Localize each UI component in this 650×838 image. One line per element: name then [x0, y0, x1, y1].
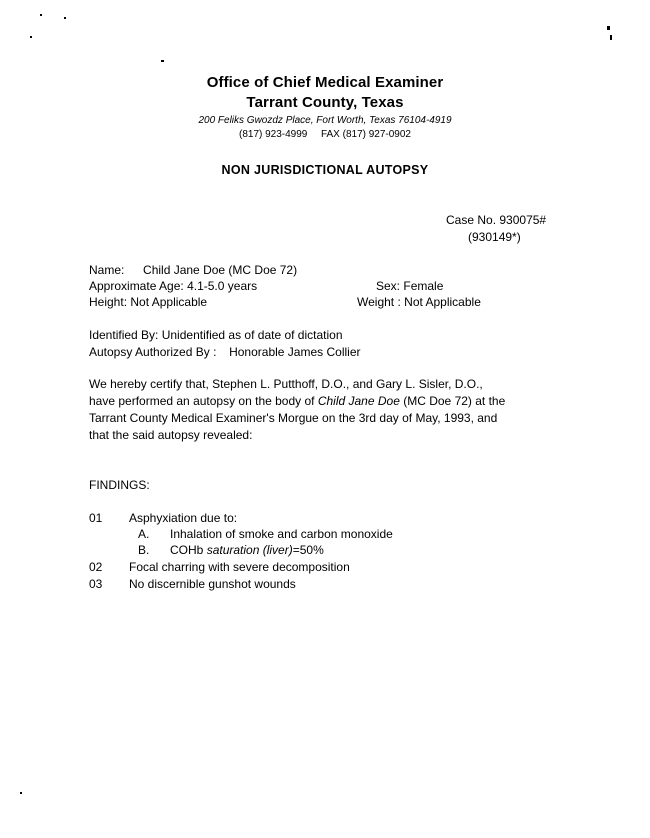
scan-speck	[610, 35, 612, 40]
sex-value: Female	[403, 279, 444, 293]
certification-paragraph	[89, 376, 607, 444]
name-value: Child Jane Doe (MC Doe 72)	[143, 263, 298, 277]
sex-line	[376, 279, 443, 294]
finding-item	[89, 577, 296, 592]
finding-subitem	[138, 543, 324, 558]
office-title: Office of Chief Medical Examiner	[206, 74, 444, 91]
weight-label: Weight :	[357, 295, 401, 309]
county-title: Tarrant County, Texas	[246, 94, 404, 111]
scan-speck	[30, 36, 32, 38]
finding-item	[89, 511, 237, 526]
finding-letter: B.	[138, 543, 150, 557]
finding-text-italic: saturation (liver)	[206, 543, 293, 557]
age-line	[89, 279, 257, 294]
identified-value: Unidentified as of date of dictation	[161, 328, 343, 342]
finding-subitem	[138, 527, 393, 542]
scan-speck	[64, 17, 66, 19]
case-number-line	[446, 213, 546, 228]
case-number: 930075#	[499, 213, 547, 227]
findings-heading: FINDINGS:	[89, 478, 150, 492]
finding-text: =50%	[292, 543, 324, 557]
certification-line: that the said autopsy revealed:	[89, 428, 253, 442]
weight-line	[357, 295, 481, 310]
fax-number: FAX (817) 927-0902	[320, 129, 411, 140]
authorized-value: Honorable James Collier	[229, 345, 361, 359]
sex-label: Sex:	[376, 279, 401, 293]
finding-text: Asphyxiation due to:	[129, 511, 238, 525]
finding-text: Inhalation of smoke and carbon monoxide	[170, 527, 393, 541]
identified-label: Identified By:	[89, 328, 159, 342]
office-phone-line	[0, 129, 650, 140]
name-label: Name:	[89, 263, 125, 277]
decedent-name-line	[89, 263, 297, 278]
scan-speck	[20, 792, 22, 794]
case-label: Case No.	[446, 213, 497, 227]
finding-number: 02	[89, 560, 103, 574]
finding-number: 03	[89, 577, 103, 591]
certification-line: We hereby certify that, Stephen L. Putthoff, D.O., and Gary L. Sisler, D.O.,	[89, 377, 483, 391]
certification-line	[89, 393, 607, 410]
finding-text: Focal charring with severe decomposition	[129, 560, 350, 574]
phone-number: (817) 923-4999	[238, 129, 308, 140]
report-title: NON JURISDICTIONAL AUTOPSY	[221, 163, 429, 177]
scan-speck	[161, 60, 164, 62]
age-value: 4.1-5.0 years	[187, 279, 258, 293]
authorized-label: Autopsy Authorized By :	[89, 345, 217, 359]
scan-speck	[40, 14, 42, 16]
height-line	[89, 295, 207, 310]
finding-letter: A.	[138, 527, 150, 541]
age-label: Approximate Age:	[89, 279, 184, 293]
alt-case-number: (930149*)	[468, 230, 521, 244]
decedent-name-italic: Child Jane Doe	[317, 394, 400, 408]
height-value: Not Applicable	[130, 295, 208, 309]
weight-value: Not Applicable	[404, 295, 481, 309]
office-address: 200 Feliks Gwozdz Place, Fort Worth, Texas 76104-4919	[198, 115, 452, 126]
height-label: Height:	[89, 295, 128, 309]
certification-text: have performed an autopsy on the body of	[89, 394, 318, 408]
finding-number: 01	[89, 511, 103, 525]
certification-text: (MC Doe 72) at the	[399, 394, 506, 408]
finding-text: No discernible gunshot wounds	[129, 577, 296, 591]
identified-by-line	[89, 328, 343, 343]
authorized-by-line	[89, 345, 360, 360]
scan-speck	[607, 26, 610, 30]
finding-item	[89, 560, 350, 575]
finding-text: COHb	[170, 543, 207, 557]
certification-line: Tarrant County Medical Examiner's Morgue on the 3rd day of May, 1993, and	[89, 411, 498, 425]
